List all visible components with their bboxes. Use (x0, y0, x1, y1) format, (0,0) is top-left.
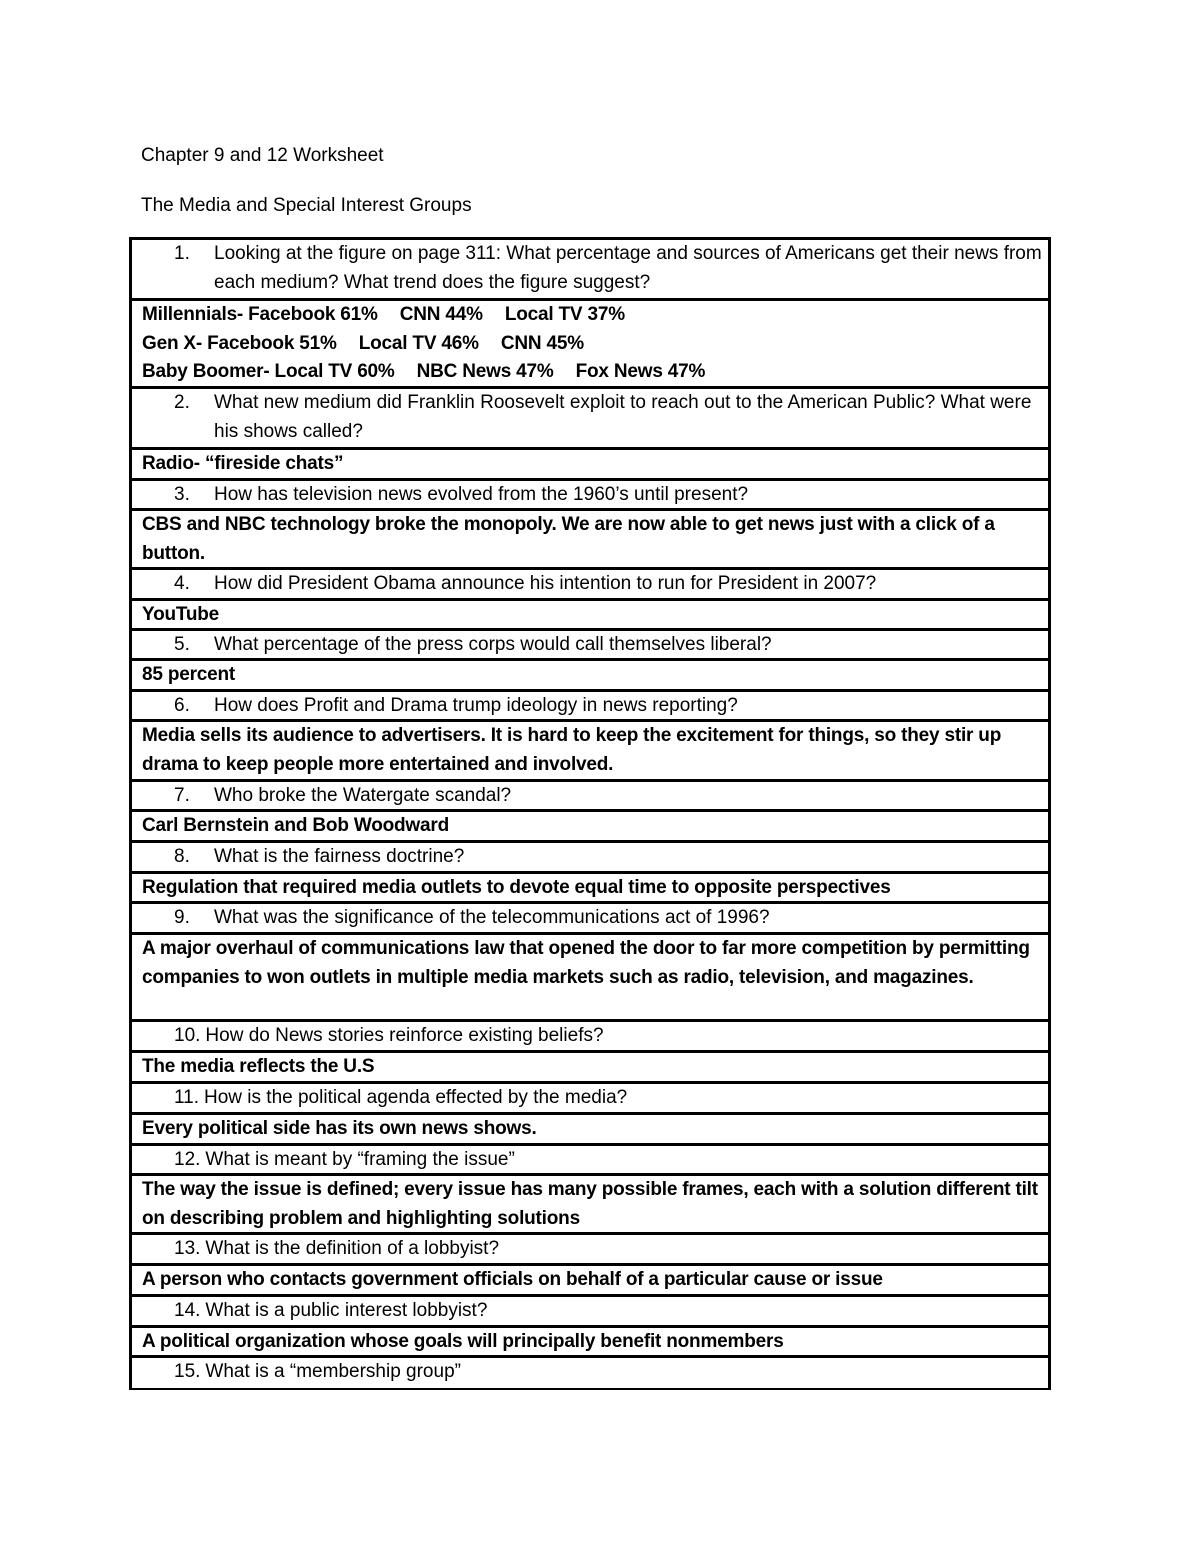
answer-row-6: Media sells its audience to advertisers. It is hard to keep the excitement for things, so they stir up drama to keep people more entertained and involved. (132, 722, 1048, 782)
answer-row-9: A major overhaul of communications law that opened the door to far more competition by permitting companies to won outlets in multiple media markets such as radio, television, and magazines. (132, 935, 1048, 1022)
question-text: How has television news evolved from the 1960’s until present? (214, 484, 749, 505)
question-row-15 (132, 1358, 1048, 1388)
question-number: 3. (174, 484, 190, 505)
question-number: 6. (174, 695, 190, 716)
question-text: How does Profit and Drama trump ideology in news reporting? (214, 695, 738, 716)
answer-row-3: CBS and NBC technology broke the monopoly. We are now able to get news just with a click of a button. (132, 511, 1048, 570)
question-text: Looking at the figure on page 311: What percentage and sources of Americans get their news from each medium? What trend does the figure suggest? (214, 243, 1042, 293)
page-title: Chapter 9 and 12 Worksheet (141, 145, 384, 166)
answer-row-7: Carl Bernstein and Bob Woodward (132, 812, 1048, 843)
answer-row-12: The way the issue is defined; every issue has many possible frames, each with a solution different tilt on describing problem and highlighting solutions (132, 1176, 1048, 1235)
answer-row-1 (132, 301, 1048, 389)
question-text: What new medium did Franklin Roosevelt exploit to reach out to the American Public? What were his shows called? (214, 392, 1032, 442)
answer-row-4: YouTube (132, 601, 1048, 631)
question-text: What percentage of the press corps would call themselves liberal? (214, 634, 772, 655)
question-row-1 (132, 240, 1048, 301)
answer-row-8: Regulation that required media outlets to devote equal time to opposite perspectives (132, 874, 1048, 904)
question-text: What is a “membership group” (205, 1361, 461, 1382)
question-number: 11. (174, 1087, 200, 1108)
answer-row-11: Every political side has its own news shows. (132, 1115, 1048, 1146)
question-number: 7. (174, 785, 190, 806)
question-text: How is the political agenda effected by the media? (204, 1087, 628, 1108)
question-row-14 (132, 1297, 1048, 1328)
worksheet-table (129, 237, 1051, 1390)
question-number: 14. (174, 1300, 201, 1321)
question-number: 4. (174, 573, 190, 594)
question-text: What is the definition of a lobbyist? (205, 1238, 500, 1259)
answer-row-14: A political organization whose goals will principally benefit nonmembers (132, 1328, 1048, 1358)
question-number: 2. (174, 392, 190, 413)
question-row-5 (132, 631, 1048, 661)
question-text: What is a public interest lobbyist? (205, 1300, 488, 1321)
question-row-6 (132, 692, 1048, 722)
answer-row-13: A person who contacts government officials on behalf of a particular cause or issue (132, 1266, 1048, 1297)
question-number: 13. (174, 1238, 201, 1259)
question-text: How did President Obama announce his intention to run for President in 2007? (214, 573, 877, 594)
question-number: 15. (174, 1361, 201, 1382)
question-text: What is meant by “framing the issue” (205, 1149, 515, 1170)
answer-line-boomers: Baby Boomer- Local TV 60% NBC News 47% Fox News 47% (142, 361, 706, 382)
question-row-4 (132, 570, 1048, 601)
page-subtitle: The Media and Special Interest Groups (141, 195, 472, 216)
question-number: 12. (174, 1149, 201, 1170)
question-number: 1. (174, 243, 190, 264)
question-text: How do News stories reinforce existing beliefs? (205, 1025, 604, 1046)
question-number: 9. (174, 907, 190, 928)
answer-row-10: The media reflects the U.S (132, 1053, 1048, 1084)
question-number: 5. (174, 634, 190, 655)
question-row-7 (132, 782, 1048, 812)
answer-row-5: 85 percent (132, 661, 1048, 692)
question-row-2 (132, 389, 1048, 450)
question-row-9 (132, 904, 1048, 935)
question-text: Who broke the Watergate scandal? (214, 785, 512, 806)
question-row-10 (132, 1022, 1048, 1053)
question-number: 10. (174, 1025, 201, 1046)
question-row-3 (132, 481, 1048, 511)
question-number: 8. (174, 846, 190, 867)
answer-row-2: Radio- “fireside chats” (132, 450, 1048, 481)
answer-line-millennials: Millennials- Facebook 61% CNN 44% Local TV 37% (142, 304, 625, 325)
answer-line-genx: Gen X- Facebook 51% Local TV 46% CNN 45% (142, 332, 584, 354)
question-text: What was the significance of the telecommunications act of 1996? (214, 907, 770, 928)
question-row-13 (132, 1235, 1048, 1266)
question-row-8 (132, 843, 1048, 874)
question-row-11 (132, 1084, 1048, 1115)
question-row-12 (132, 1146, 1048, 1176)
question-text: What is the fairness doctrine? (214, 846, 465, 867)
